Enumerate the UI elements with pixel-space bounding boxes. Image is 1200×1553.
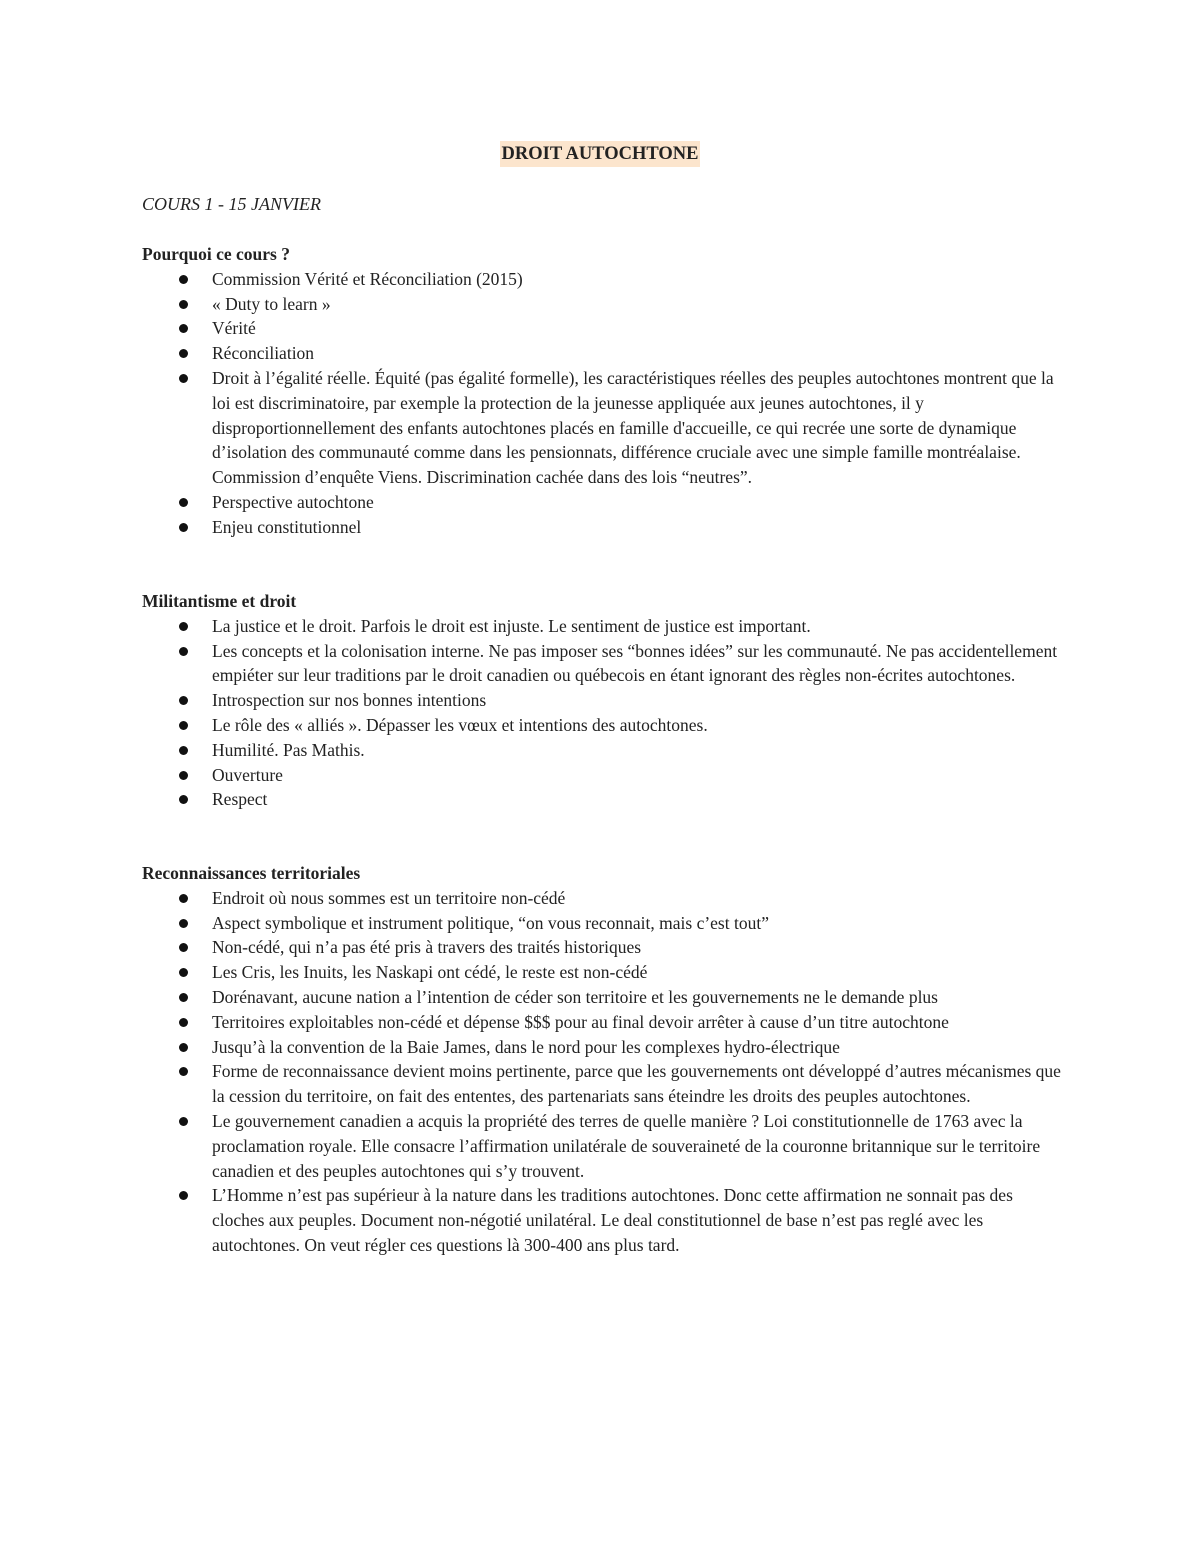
bullet-list — [142, 886, 1062, 1258]
list-item: Respect — [142, 787, 1062, 812]
bullet-icon — [179, 919, 188, 928]
list-item: Droit à l’égalité réelle. Équité (pas égalité formelle), les caractéristiques réelles des peuples autochtones montrent que la loi est discriminatoire, par exemple la protection de la jeunesse appliquée aux jeunes autochtones, il y disproportionnellement des enfants autochtones placés en famille d'accueille, ce qui recrée une sorte de dynamique d’isolation des communauté comme dans les pensionnats, différence cruciale avec une simple famille montréalaise. Commission d’enquête Viens. Discrimination cachée dans des lois “neutres”. — [142, 366, 1062, 490]
list-item: Endroit où nous sommes est un territoire non-cédé — [142, 886, 1062, 911]
bullet-icon — [179, 721, 188, 730]
list-item: « Duty to learn » — [142, 292, 1062, 317]
bullet-icon — [179, 622, 188, 631]
section-militantisme — [142, 589, 1062, 812]
bullet-icon — [179, 1043, 188, 1052]
list-item: Perspective autochtone — [142, 490, 1062, 515]
bullet-icon — [179, 647, 188, 656]
bullet-icon — [179, 696, 188, 705]
list-item: L’Homme n’est pas supérieur à la nature dans les traditions autochtones. Donc cette affirmation ne sonnait pas des cloches aux peuples. Document non-négotié unilatéral. Le deal constitutionnel de base n’est pas reglé avec les autochtones. On veut régler ces questions là 300-400 ans plus tard. — [142, 1183, 1062, 1257]
list-item: Le gouvernement canadien a acquis la propriété des terres de quelle manière ? Loi constitutionnelle de 1763 avec la proclamation royale. Elle consacre l’affirmation unilatérale de souveraineté de la couronne britannique sur le territoire canadien et des peuples autochtones qui s’y trouvent. — [142, 1109, 1062, 1183]
bullet-list — [142, 614, 1062, 812]
bullet-icon — [179, 771, 188, 780]
bullet-icon — [179, 943, 188, 952]
list-item: Les concepts et la colonisation interne. Ne pas imposer ses “bonnes idées” sur les communauté. Ne pas accidentellement empiéter sur leur traditions par le droit canadien ou québecois en étant ignorant des règles non-écrites autochtones. — [142, 639, 1062, 689]
bullet-icon — [179, 1018, 188, 1027]
bullet-icon — [179, 349, 188, 358]
list-item: Enjeu constitutionnel — [142, 515, 1062, 540]
section-heading: Militantisme et droit — [142, 591, 297, 611]
bullet-icon — [179, 795, 188, 804]
list-item: Non-cédé, qui n’a pas été pris à travers des traités historiques — [142, 935, 1062, 960]
section-heading: Reconnaissances territoriales — [142, 863, 361, 883]
section-pourquoi — [142, 242, 1062, 540]
course-subtitle: COURS 1 - 15 JANVIER — [142, 194, 321, 214]
title-container — [0, 141, 1200, 167]
section-reconnaissances — [142, 861, 1062, 1258]
list-item: Réconciliation — [142, 341, 1062, 366]
bullet-icon — [179, 968, 188, 977]
list-item: Ouverture — [142, 763, 1062, 788]
list-item: Les Cris, les Inuits, les Naskapi ont cédé, le reste est non-cédé — [142, 960, 1062, 985]
bullet-icon — [179, 1191, 188, 1200]
bullet-icon — [179, 275, 188, 284]
list-item: Aspect symbolique et instrument politique, “on vous reconnait, mais c’est tout” — [142, 911, 1062, 936]
bullet-icon — [179, 498, 188, 507]
bullet-icon — [179, 993, 188, 1002]
list-item: Le rôle des « alliés ». Dépasser les vœux et intentions des autochtones. — [142, 713, 1062, 738]
bullet-icon — [179, 300, 188, 309]
list-item: Introspection sur nos bonnes intentions — [142, 688, 1062, 713]
bullet-icon — [179, 894, 188, 903]
bullet-list — [142, 267, 1062, 540]
list-item: Humilité. Pas Mathis. — [142, 738, 1062, 763]
bullet-icon — [179, 324, 188, 333]
list-item: La justice et le droit. Parfois le droit est injuste. Le sentiment de justice est important. — [142, 614, 1062, 639]
list-item: Dorénavant, aucune nation a l’intention de céder son territoire et les gouvernements ne le demande plus — [142, 985, 1062, 1010]
bullet-icon — [179, 1117, 188, 1126]
list-item: Forme de reconnaissance devient moins pertinente, parce que les gouvernements ont développé d’autres mécanismes que la cession du territoire, on fait des ententes, des partenariats sans éteindre les droits des peuples autochtones. — [142, 1059, 1062, 1109]
document-title: DROIT AUTOCHTONE — [500, 141, 701, 167]
list-item: Vérité — [142, 316, 1062, 341]
list-item: Territoires exploitables non-cédé et dépense $$$ pour au final devoir arrêter à cause d’un titre autochtone — [142, 1010, 1062, 1035]
bullet-icon — [179, 1067, 188, 1076]
list-item: Jusqu’à la convention de la Baie James, dans le nord pour les complexes hydro-électrique — [142, 1035, 1062, 1060]
bullet-icon — [179, 523, 188, 532]
bullet-icon — [179, 374, 188, 383]
section-heading: Pourquoi ce cours ? — [142, 244, 290, 264]
bullet-icon — [179, 746, 188, 755]
list-item: Commission Vérité et Réconciliation (2015) — [142, 267, 1062, 292]
